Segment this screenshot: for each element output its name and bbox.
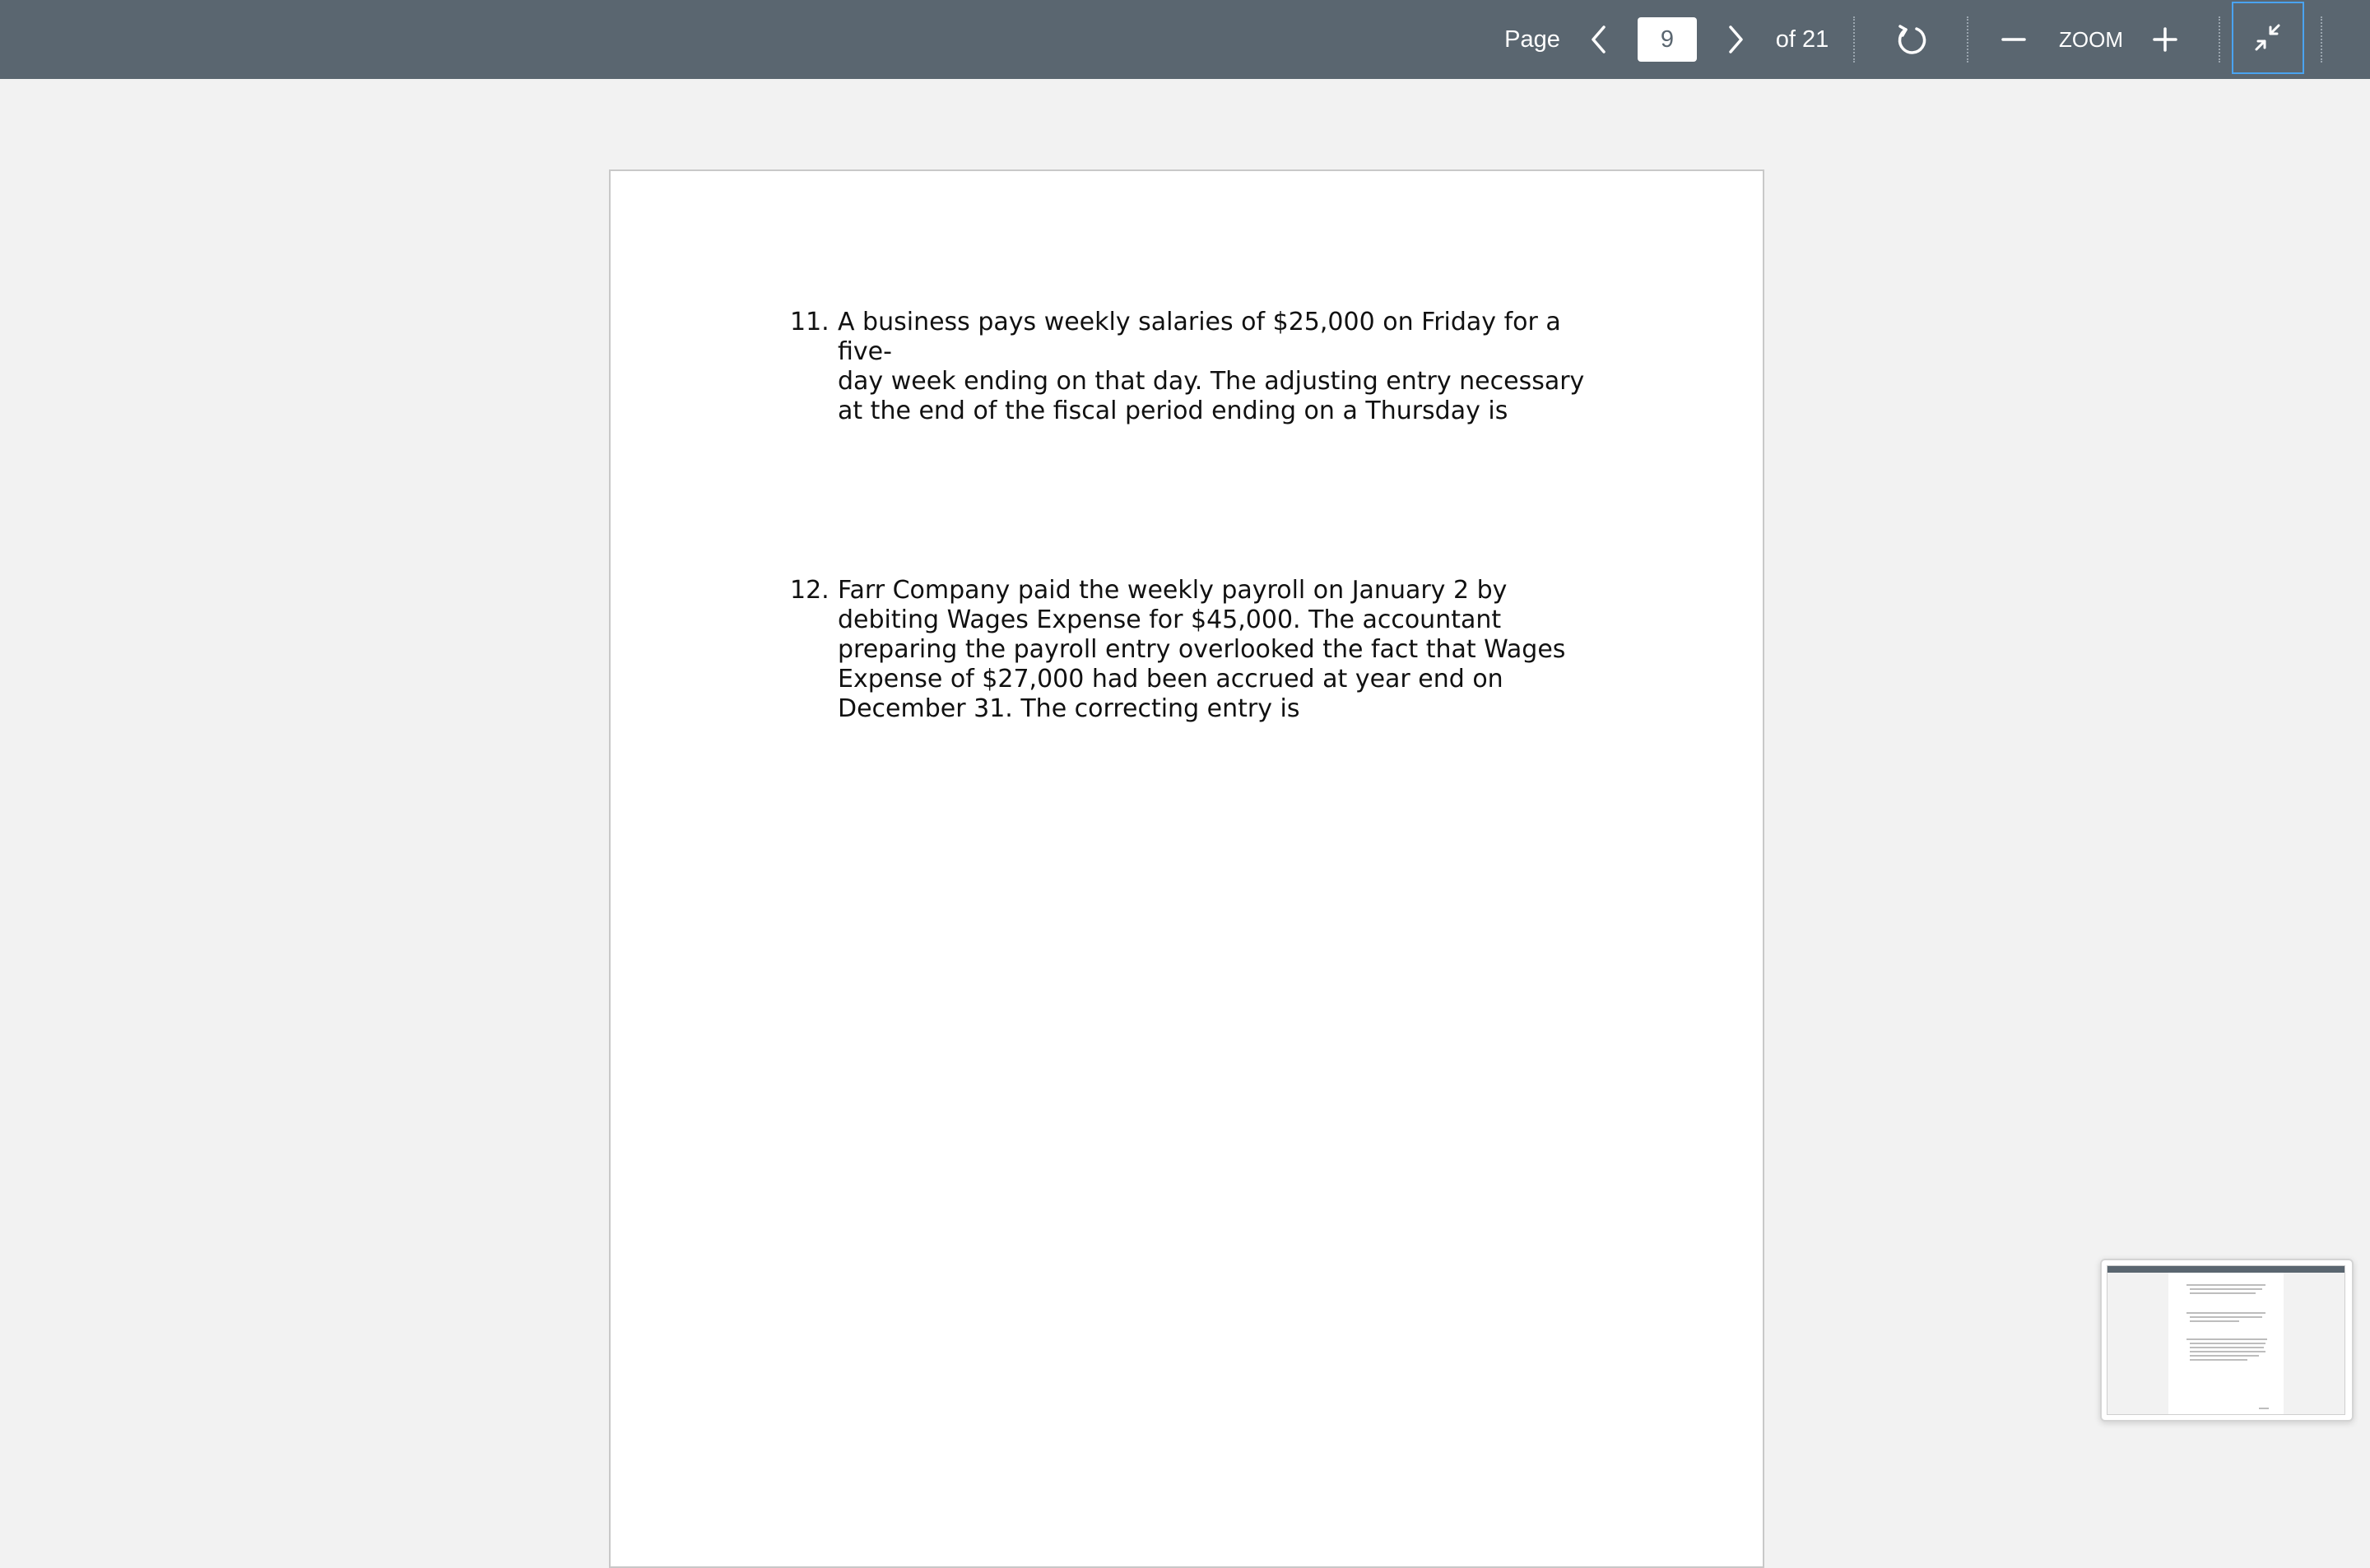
plus-icon [2152,26,2178,53]
thumbnail-page [2168,1273,2284,1414]
exit-fullscreen-button[interactable] [2232,2,2304,74]
toolbar-divider [1967,16,1968,63]
question-number: 11. [790,308,830,336]
question-text: A business pays weekly salaries of $25,000 on Friday for a five- day week ending on that day. The adjusting entry necessary at the end of the fiscal period ending on a Thursday is [838,308,1585,425]
thumbnail-toolbar [2107,1266,2344,1273]
question-number: 12. [790,576,830,605]
zoom-out-button[interactable] [1990,0,2038,79]
thumbnail-text-line [2190,1347,2264,1348]
thumbnail-text-line [2190,1316,2262,1318]
chevron-right-icon [1726,25,1745,54]
page-thumbnail-preview[interactable] [2100,1259,2354,1422]
total-pages-label [1769,0,1835,79]
minus-icon [2001,26,2027,53]
rotate-button[interactable] [1888,0,1936,79]
toolbar-divider [1853,16,1855,63]
next-page-button[interactable] [1712,0,1759,79]
thumbnail-text-line [2186,1284,2265,1286]
thumbnail-text-line [2190,1351,2265,1352]
thumbnail-text-line [2190,1292,2256,1294]
zoom-label-text: ZOOM [2059,26,2123,52]
page-label [1491,0,1573,79]
thumbnail-text-line [2190,1343,2265,1344]
question-11 [790,308,1621,426]
document-viewer[interactable] [0,79,2370,1481]
thumbnail-text-line [2186,1312,2265,1314]
collapse-icon [2252,21,2284,54]
previous-page-button[interactable] [1575,0,1623,79]
zoom-label [2052,0,2130,79]
thumbnail-text-line [2190,1359,2247,1361]
page-number-field[interactable] [1638,0,1697,79]
total-pages-text: of 21 [1775,26,1829,53]
thumbnail-image [2107,1265,2345,1415]
chevron-left-icon [1590,25,1608,54]
pdf-toolbar [0,0,2370,79]
thumbnail-text-line [2190,1355,2259,1357]
question-12 [790,576,1621,724]
document-page [609,169,1764,1568]
thumbnail-text-line [2259,1408,2269,1409]
thumbnail-text-line [2190,1320,2239,1322]
rotate-icon [1894,22,1929,57]
question-text: Farr Company paid the weekly payroll on January 2 by debiting Wages Expense for $45,000. The accountant preparing the payroll entry overlooked the fact that Wages Expense of $27,000 had been accrued at year end on December 31. The correcting entry is [838,576,1566,723]
zoom-in-button[interactable] [2141,0,2189,79]
toolbar-divider [2321,16,2322,63]
page-label-text: Page [1504,26,1560,53]
thumbnail-text-line [2186,1338,2267,1340]
thumbnail-text-line [2190,1288,2262,1290]
toolbar-divider [2219,16,2220,63]
page-number-input[interactable] [1638,17,1697,62]
